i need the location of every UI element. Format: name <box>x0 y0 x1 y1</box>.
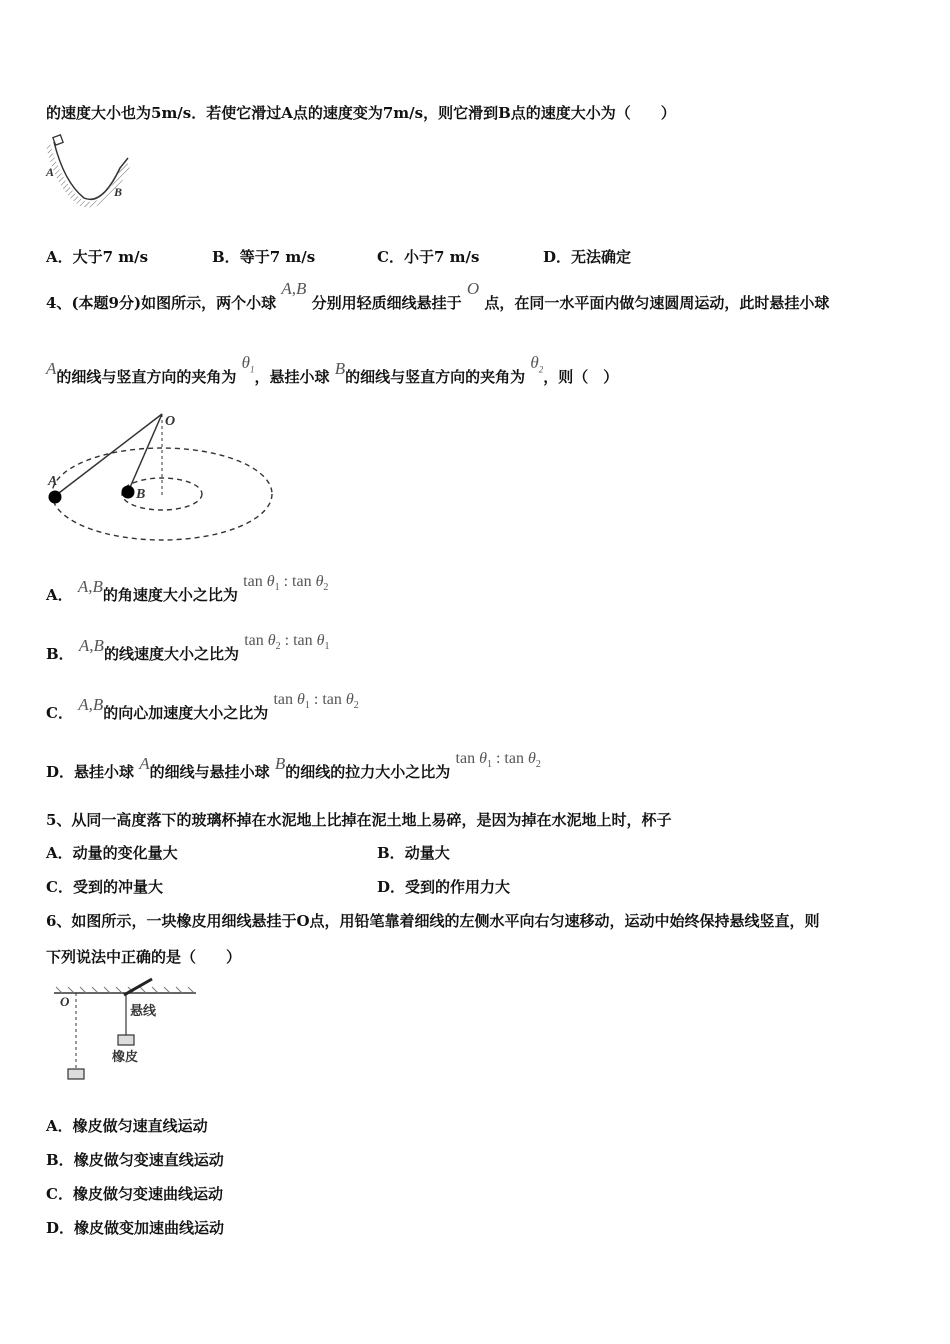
q5-option-b[interactable]: B．动量大 <box>377 844 450 862</box>
label-o: O <box>165 414 176 429</box>
q6-option-d[interactable]: D．橡皮做变加速曲线运动 <box>46 1219 225 1237</box>
q5-option-d[interactable]: D．受到的作用力大 <box>377 878 511 896</box>
ball-b <box>122 486 135 499</box>
thread-b <box>128 414 162 492</box>
q3-option-a[interactable]: A．大于7 m/s <box>46 248 149 266</box>
label-thread: 悬线 <box>130 1003 157 1018</box>
q3-track-figure <box>44 134 134 214</box>
q4-option-d[interactable]: D．悬挂小球 A的细线与悬挂小球 B的细线的拉力大小之比为 $\tan \theta_1$ : $\tan \theta_2$ <box>46 750 541 781</box>
label-eraser: 橡皮 <box>112 1049 139 1064</box>
q3-stem: 的速度大小也为5m/s．若使它滑过A点的速度变为7m/s，则它滑到B点的速度大小为（ ） <box>46 104 676 122</box>
q6-stem-line2: 下列说法中正确的是（ ） <box>46 948 242 966</box>
ratio-b: $\tan \theta_2$ : $\tan \theta_1$ <box>244 632 330 653</box>
ratio-c: $\tan \theta_1$ : $\tan \theta_2$ <box>273 691 359 712</box>
math-theta1: $\theta_1$ <box>241 353 255 375</box>
q4-stem-line2: A的细线与竖直方向的夹角为 $\theta_1$，悬挂小球 B的细线与竖直方向的夹角为 $\theta_2$，则（ ） <box>46 353 619 386</box>
block <box>53 135 63 145</box>
label-b: B <box>136 487 146 502</box>
eraser <box>118 1035 134 1045</box>
q6-eraser-figure <box>50 975 202 1089</box>
label-a: A <box>48 474 58 489</box>
initial-eraser <box>68 1069 84 1079</box>
q5-option-a[interactable]: A．动量的变化量大 <box>46 844 178 862</box>
math-o: O <box>466 279 480 298</box>
q6-option-b[interactable]: B．橡皮做匀变速直线运动 <box>46 1151 224 1169</box>
q4-stem-line1: 4、(本题9分)如图所示，两个小球 A,B 分别用轻质细线悬挂于 O 点，在同一水平面内做匀速圆周运动，此时悬挂小球 <box>46 279 830 312</box>
math-a: A <box>46 359 57 378</box>
math-b: B <box>334 359 346 378</box>
q3-option-d[interactable]: D．无法确定 <box>543 248 632 266</box>
math-ab: A,B <box>281 279 307 298</box>
q3-option-c[interactable]: C．小于7 m/s <box>377 248 480 266</box>
label-a: A <box>46 165 55 179</box>
label-o: O <box>60 994 70 1009</box>
q4-conical-pendulum-figure <box>44 408 280 552</box>
q6-option-a[interactable]: A．橡皮做匀速直线运动 <box>46 1117 208 1135</box>
ratio-d: $\tan \theta_1$ : $\tan \theta_2$ <box>455 750 541 771</box>
q5-stem: 5、从同一高度落下的玻璃杯掉在水泥地上比掉在泥土地上易碎，是因为掉在水泥地上时，杯子 <box>46 811 672 829</box>
thread-a <box>55 414 162 496</box>
q6-option-c[interactable]: C．橡皮做匀变速曲线运动 <box>46 1185 223 1203</box>
q6-stem-line1: 6、如图所示，一块橡皮用细线悬挂于O点，用铅笔靠着细线的左侧水平向右匀速移动，运动中始终保持悬线竖直，则 <box>46 912 820 930</box>
q4-option-a[interactable]: A． A,B的角速度大小之比为 $\tan \theta_1$ : $\tan \theta_2$ <box>46 573 329 604</box>
ball-a <box>49 491 62 504</box>
ratio-a: $\tan \theta_1$ : $\tan \theta_2$ <box>243 573 329 594</box>
label-b: B <box>114 185 123 199</box>
q4-option-c[interactable]: C． A,B的向心加速度大小之比为 $\tan \theta_1$ : $\tan \theta_2$ <box>46 691 359 722</box>
ceiling-hatching <box>56 987 194 993</box>
q4-option-b[interactable]: B． A,B的线速度大小之比为 $\tan \theta_2$ : $\tan \theta_1$ <box>46 632 330 663</box>
math-theta2: $\theta_2$ <box>530 353 544 375</box>
q3-option-b[interactable]: B．等于7 m/s <box>212 248 316 266</box>
q5-option-c[interactable]: C．受到的冲量大 <box>46 878 163 896</box>
